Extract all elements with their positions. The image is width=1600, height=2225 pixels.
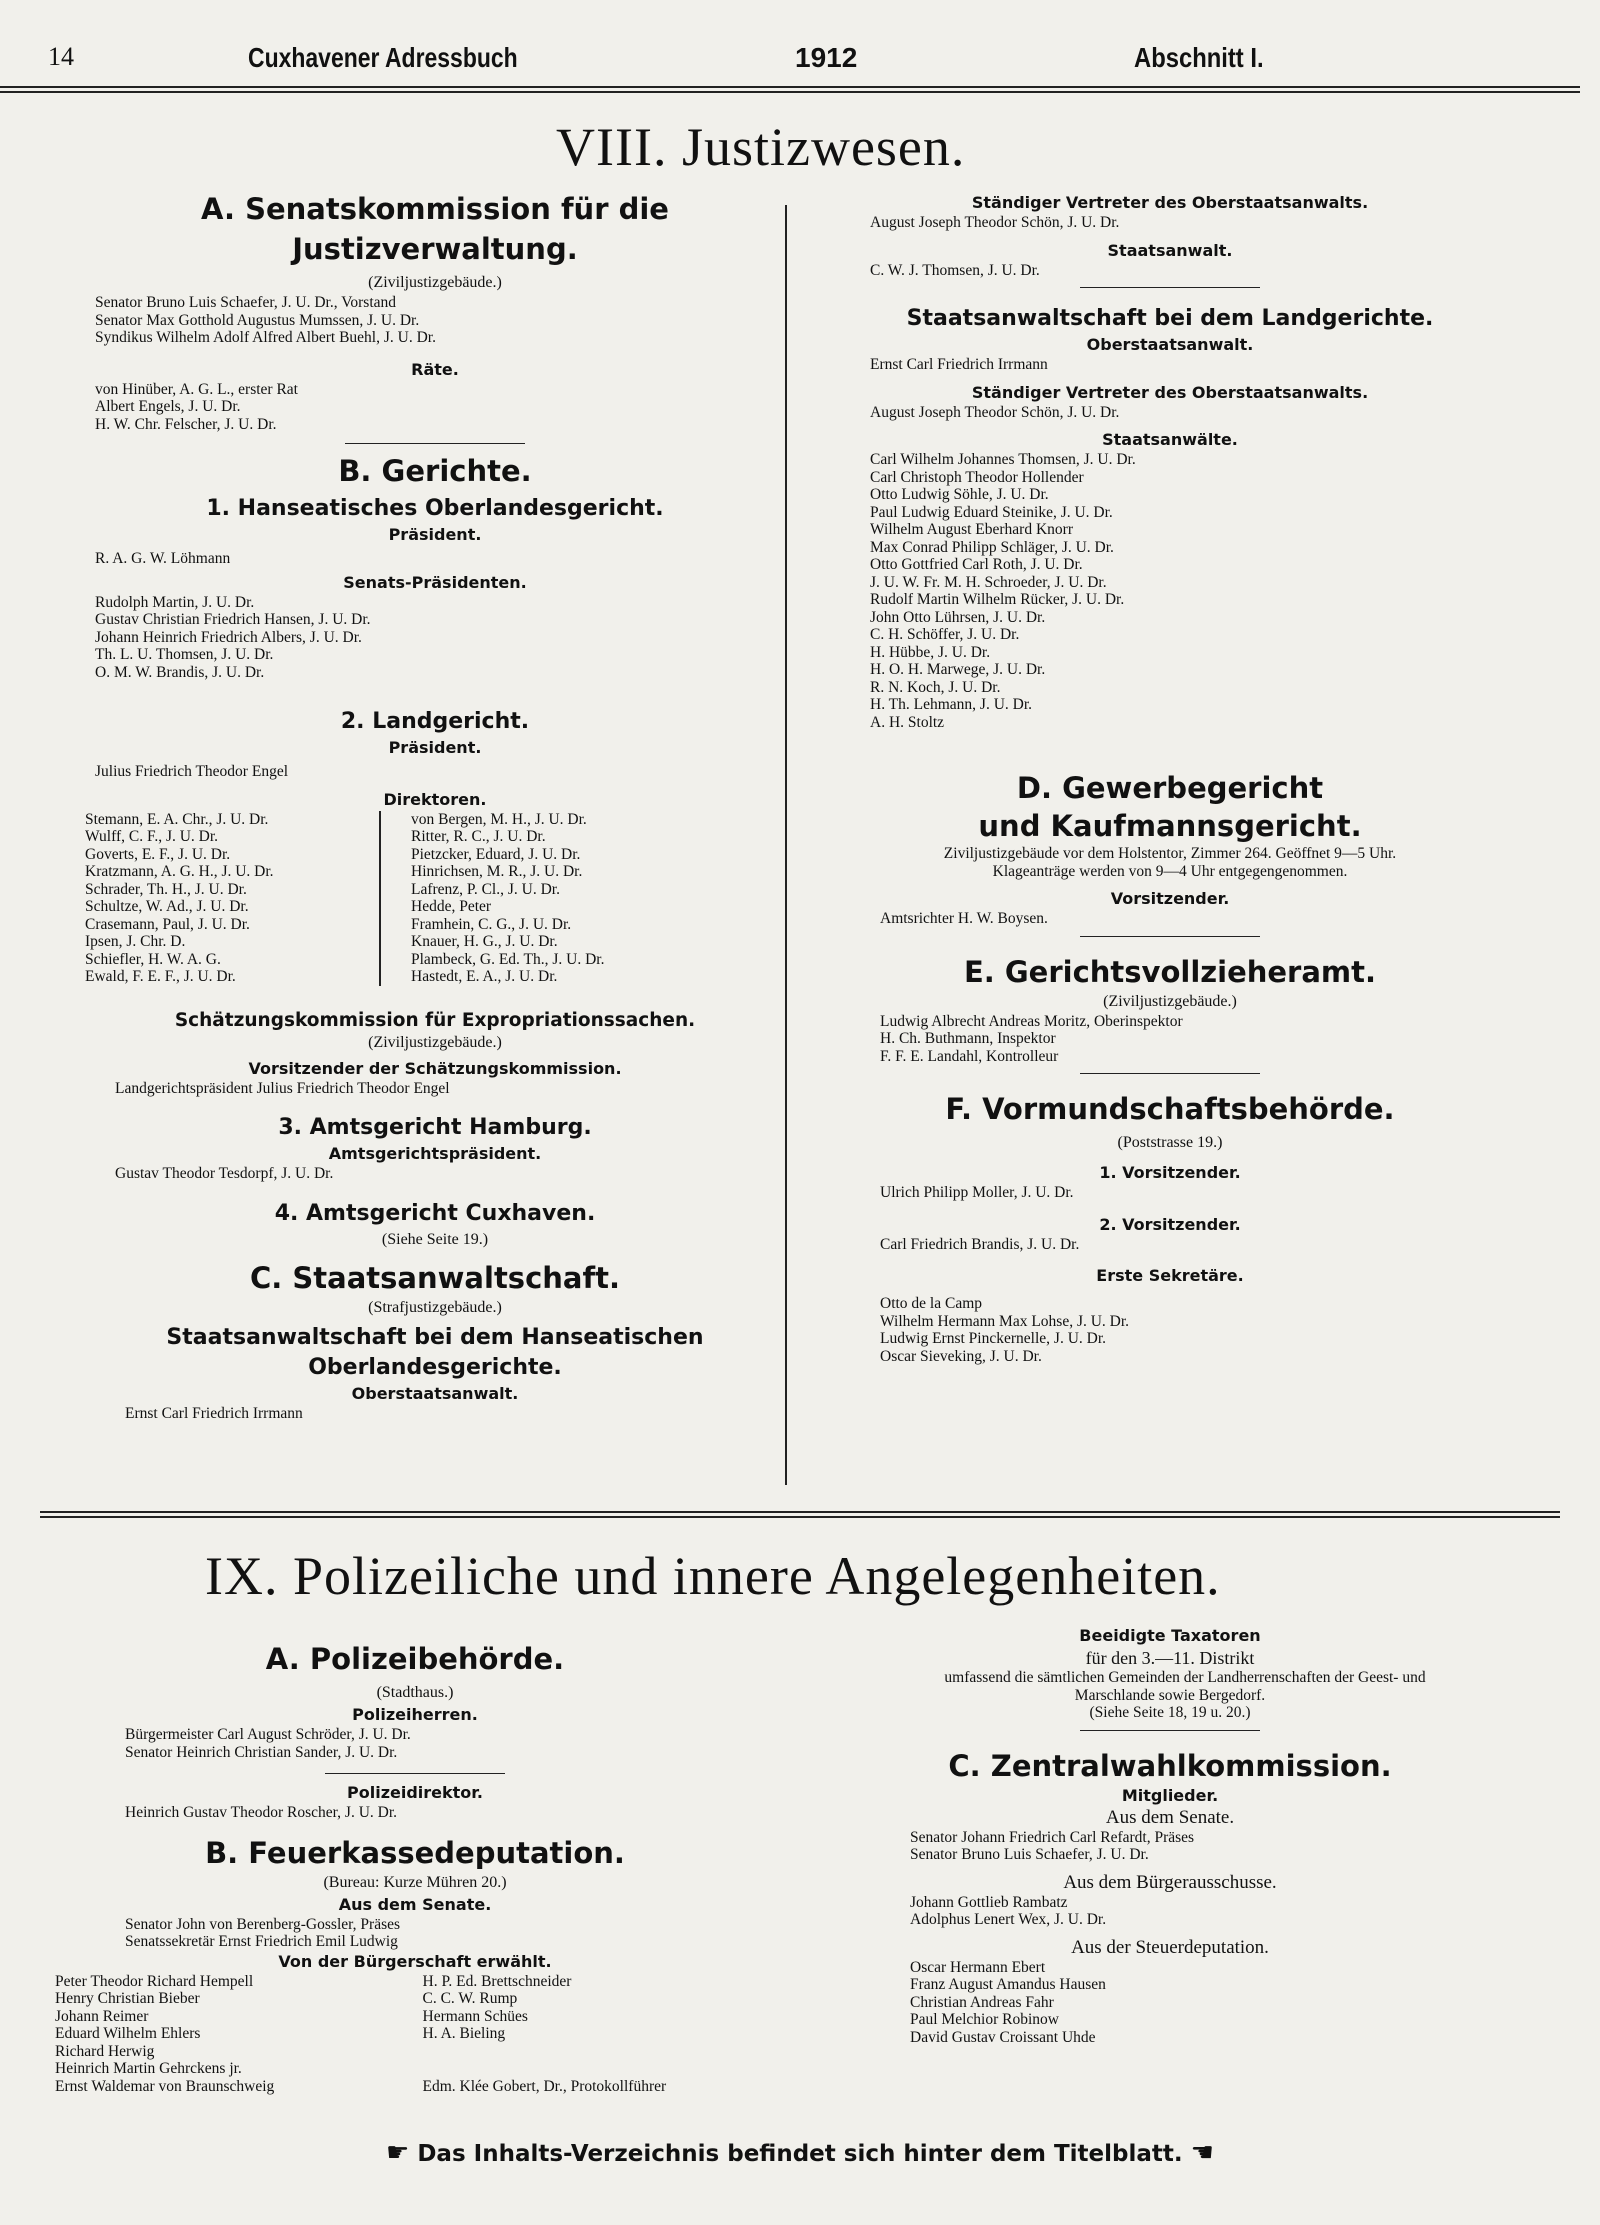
- zentralwahl-buerger-heading: Aus dem Bürgerausschusse.: [1063, 1871, 1277, 1893]
- zentralwahl-senat-heading: Aus dem Senate.: [1105, 1806, 1235, 1828]
- feuerkasse-note: (Bureau: Kurze Mühren 20.): [323, 1873, 507, 1891]
- chapter-title-ix: IX. Polizeiliche und innere Angelegenheiten.: [205, 1546, 1221, 1606]
- vertreter-heading: Ständiger Vertreter des Oberstaatsanwalts.: [971, 193, 1369, 212]
- list-item: David Gustav Croissant Uhde: [910, 2028, 1096, 2046]
- taxatoren-ref: (Siehe Seite 18, 19 u. 20.): [1089, 1704, 1251, 1721]
- list-item: Schrader, Th. H., J. U. Dr.: [85, 880, 247, 898]
- list-item: [423, 2060, 776, 2078]
- list-item: Hedde, Peter: [411, 898, 492, 915]
- chapter-title-viii: VIII. Justizwesen.: [556, 117, 966, 177]
- list-item: Senator Heinrich Christian Sander, J. U. Dr.: [125, 1743, 398, 1761]
- list-item: Christian Andreas Fahr: [910, 1993, 1054, 2011]
- mitglieder-heading: Mitglieder.: [1121, 1785, 1219, 1805]
- list-item: Rudolph Martin, J. U. Dr.: [95, 593, 255, 611]
- list-item: von Hinüber, A. G. L., erster Rat: [95, 380, 298, 398]
- list-item: Edm. Klée Gobert, Dr., Protokollführer: [422, 2077, 667, 2095]
- schaetzungskommission-note: (Ziviljustizgebäude.): [368, 1033, 502, 1051]
- ix-right-column: [820, 1625, 1520, 2046]
- taxatoren-note-2: Marschlande sowie Bergedorf.: [1074, 1686, 1266, 1704]
- list-item: Otto Ludwig Söhle, J. U. Dr.: [870, 486, 1049, 503]
- schaetzungskommission-vors-heading: Vorsitzender der Schätzungskommission.: [248, 1058, 622, 1078]
- list-item: Henry Christian Bieber: [55, 1990, 200, 2007]
- list-item: Senator Bruno Luis Schaefer, J. U. Dr., Vorstand: [95, 294, 397, 311]
- list-item: Gustav Theodor Tesdorpf, J. U. Dr.: [115, 1165, 334, 1182]
- staatsanwaelte-heading: Staatsanwälte.: [1102, 430, 1238, 449]
- amtsgericht-cuxhaven-heading: 4. Amtsgericht Cuxhaven.: [274, 1200, 596, 1226]
- list-item: Carl Friedrich Brandis, J. U. Dr.: [880, 1235, 1080, 1253]
- olg-heading: 1. Hanseatisches Oberlandesgericht.: [206, 496, 664, 521]
- staatsanwaelte-list: [870, 451, 1510, 731]
- list-item: Eduard Wilhelm Ehlers: [55, 2025, 201, 2042]
- list-item: Syndikus Wilhelm Adolf Alfred Albert Buehl, J. U. Dr.: [95, 329, 436, 346]
- olg-praesident-heading: Präsident.: [388, 525, 482, 544]
- pointing-hand-right-icon: ☛: [386, 2138, 410, 2168]
- list-item: Ewald, F. E. F., J. U. Dr.: [85, 968, 236, 985]
- vorsitzender-1-heading: 1. Vorsitzender.: [1099, 1163, 1241, 1182]
- list-item: Hinrichsen, M. R., J. U. Dr.: [411, 863, 583, 880]
- polizeiherren-list: [125, 1726, 775, 1761]
- list-item: Oscar Hermann Ebert: [910, 1958, 1046, 1976]
- list-item: Wilhelm Hermann Max Lohse, J. U. Dr.: [880, 1312, 1130, 1330]
- list-item: Pietzcker, Eduard, J. U. Dr.: [411, 845, 581, 863]
- lg-oberstaatsanwalt-heading: Oberstaatsanwalt.: [1086, 335, 1254, 354]
- year: 1912: [795, 42, 858, 73]
- list-item: von Bergen, M. H., J. U. Dr.: [411, 810, 587, 828]
- chapter-rule-2: [40, 1516, 1560, 1518]
- zentralwahl-steuer-list: [910, 1959, 1520, 2047]
- list-item: Hastedt, E. A., J. U. Dr.: [411, 968, 558, 985]
- oberstaatsanwalt-heading: Oberstaatsanwalt.: [351, 1383, 519, 1403]
- list-item: Wilhelm August Eberhard Knorr: [870, 521, 1073, 538]
- list-item: Ipsen, J. Chr. D.: [85, 933, 186, 950]
- list-item: Ludwig Albrecht Andreas Moritz, Oberinspektor: [880, 1012, 1183, 1030]
- list-item: Johann Reimer: [55, 2007, 149, 2025]
- list-item: Knauer, H. G., J. U. Dr.: [411, 933, 558, 950]
- running-header: [40, 38, 1550, 78]
- direktoren-heading: Direktoren.: [383, 789, 487, 809]
- list-item: Heinrich Martin Gehrckens jr.: [55, 2060, 242, 2077]
- list-item: Ernst Waldemar von Braunschweig: [55, 2077, 275, 2095]
- list-item: Otto de la Camp: [880, 1295, 983, 1312]
- list-item: Max Conrad Philipp Schläger, J. U. Dr.: [870, 538, 1114, 556]
- section-d-note-1: Ziviljustizgebäude vor dem Holstentor, Zimmer 264. Geöffnet 9—5 Uhr.: [943, 845, 1397, 862]
- list-item: Lafrenz, P. Cl., J. U. Dr.: [411, 880, 560, 898]
- list-item: Paul Melchior Robinow: [910, 2011, 1059, 2028]
- list-item: August Joseph Theodor Schön, J. U. Dr.: [870, 214, 1120, 231]
- list-item: Paul Ludwig Eduard Steinike, J. U. Dr.: [870, 503, 1113, 521]
- divider: [1080, 1730, 1260, 1731]
- list-item: Albert Engels, J. U. Dr.: [95, 398, 241, 415]
- section-d-note-2: Klageanträge werden von 9—4 Uhr entgegengenommen.: [992, 862, 1348, 880]
- list-item: Bürgermeister Carl August Schröder, J. U. Dr.: [125, 1726, 411, 1743]
- list-item: Crasemann, Paul, J. U. Dr.: [85, 915, 250, 933]
- gewerbegericht-vors-heading: Vorsitzender.: [1110, 889, 1230, 908]
- list-item: H. O. H. Marwege, J. U. Dr.: [870, 661, 1046, 678]
- list-item: H. Th. Lehmann, J. U. Dr.: [870, 696, 1033, 713]
- divider: [345, 443, 525, 444]
- sekretaere-list: [880, 1295, 1510, 1365]
- polizeiherren-heading: Polizeiherren.: [352, 1705, 478, 1724]
- list-item: Ritter, R. C., J. U. Dr.: [411, 828, 546, 845]
- divider: [325, 1773, 505, 1774]
- section-a-heading-2: Justizverwaltung.: [292, 232, 578, 266]
- divider: [1080, 1073, 1260, 1074]
- list-item: Peter Theodor Richard Hempell: [55, 1972, 254, 1990]
- feuerkasse-buerger-list: [55, 1973, 775, 2096]
- list-item: August Joseph Theodor Schön, J. U. Dr.: [870, 403, 1120, 421]
- list-item: Ulrich Philipp Moller, J. U. Dr.: [880, 1184, 1074, 1201]
- divider: [1080, 936, 1260, 937]
- list-item: A. H. Stoltz: [870, 713, 945, 731]
- polizeibehoerde-note: (Stadthaus.): [376, 1684, 454, 1701]
- list-item: Schultze, W. Ad., J. U. Dr.: [85, 898, 249, 915]
- footer-notice: [0, 2138, 1600, 2168]
- list-item: R. N. Koch, J. U. Dr.: [870, 678, 1001, 696]
- zentralwahl-senat-list: [910, 1829, 1520, 1864]
- list-item: Johann Heinrich Friedrich Albers, J. U. Dr.: [95, 628, 362, 646]
- section-d-heading-2: und Kaufmannsgericht.: [978, 809, 1362, 843]
- polizeibehoerde-heading: A. Polizeibehörde.: [265, 1642, 565, 1676]
- lg-vertreter-heading: Ständiger Vertreter des Oberstaatsanwalts.: [971, 382, 1369, 402]
- list-item: Ludwig Ernst Pinckernelle, J. U. Dr.: [880, 1330, 1107, 1347]
- list-item: Senatssekretär Ernst Friedrich Emil Ludwig: [125, 1933, 398, 1950]
- list-item: H. Ch. Buthmann, Inspektor: [880, 1030, 1056, 1047]
- list-item: Senator Max Gotthold Augustus Mumssen, J. U. Dr.: [95, 311, 420, 329]
- sa-olg-heading-2: Oberlandesgerichte.: [308, 1354, 562, 1380]
- list-item: Johann Gottlieb Rambatz: [910, 1893, 1068, 1911]
- header-rule: [0, 86, 1580, 88]
- list-item: Wulff, C. F., J. U. Dr.: [85, 828, 219, 845]
- list-item: Oscar Sieveking, J. U. Dr.: [880, 1347, 1042, 1365]
- polizeidirektor-heading: Polizeidirektor.: [347, 1783, 483, 1802]
- taxatoren-note-1: umfassend die sämtlichen Gemeinden der Landherrenschaften der Geest- und: [944, 1669, 1426, 1686]
- list-item: J. U. W. Fr. M. H. Schroeder, J. U. Dr.: [870, 573, 1107, 591]
- list-item: Plambeck, G. Ed. Th., J. U. Dr.: [411, 950, 605, 968]
- list-item: Carl Wilhelm Johannes Thomsen, J. U. Dr.: [870, 451, 1136, 468]
- section-a-heading-1: A. Senatskommission für die: [201, 192, 669, 226]
- section-c-note: (Strafjustizgebäude.): [368, 1298, 502, 1316]
- section-e-note: (Ziviljustizgebäude.): [1103, 992, 1237, 1010]
- list-item: Rudolf Martin Wilhelm Rücker, J. U. Dr.: [870, 591, 1125, 608]
- list-item: Carl Christoph Theodor Hollender: [870, 468, 1084, 486]
- list-item: Julius Friedrich Theodor Engel: [95, 763, 289, 780]
- book-title: Cuxhavener Adressbuch: [248, 42, 518, 73]
- direktoren-list: [85, 810, 775, 986]
- gerichtsvollzieher-list: [880, 1013, 1510, 1066]
- pointing-hand-left-icon: ☚: [1190, 2138, 1214, 2168]
- list-item: H. W. Chr. Felscher, J. U. Dr.: [95, 415, 277, 433]
- list-item: [423, 2043, 776, 2061]
- list-item: Schiefler, H. W. A. G.: [85, 950, 221, 968]
- raete-heading: Räte.: [411, 359, 459, 379]
- list-item: H. A. Bieling: [422, 2025, 506, 2042]
- list-item: Adolphus Lenert Wex, J. U. Dr.: [910, 1911, 1107, 1928]
- zentralwahl-buerger-list: [910, 1894, 1520, 1929]
- section-d-heading-1: D. Gewerbegericht: [1016, 771, 1324, 805]
- list-item: F. F. E. Landahl, Kontrolleur: [880, 1047, 1059, 1065]
- senatspraesidenten-heading: Senats-Präsidenten.: [343, 572, 527, 592]
- section-f-heading: F. Vormundschaftsbehörde.: [945, 1092, 1395, 1126]
- amtsgerichtspraesident-heading: Amtsgerichtspräsident.: [328, 1144, 542, 1163]
- section-c-heading: C. Staatsanwaltschaft.: [250, 1260, 620, 1295]
- list-item: C. H. Schöffer, J. U. Dr.: [870, 626, 1020, 643]
- zentralwahl-heading: C. Zentralwahlkommission.: [948, 1748, 1392, 1783]
- sa-landgericht-heading: Staatsanwaltschaft bei dem Landgerichte.: [906, 306, 1434, 331]
- list-item: Franz August Amandus Hausen: [910, 1976, 1106, 1993]
- section-b-heading: B. Gerichte.: [338, 454, 532, 488]
- list-item: H. Hübbe, J. U. Dr.: [870, 643, 991, 661]
- viii-left-column: [85, 190, 775, 1422]
- feuerkasse-buerger-heading: Von der Bürgerschaft erwählt.: [278, 1951, 552, 1971]
- list-item: Amtsrichter H. W. Boysen.: [880, 910, 1048, 927]
- amtsgericht-hamburg-heading: 3. Amtsgericht Hamburg.: [278, 1115, 592, 1140]
- list-item: R. A. G. W. Löhmann: [95, 550, 231, 567]
- taxatoren-heading: Beeidigte Taxatoren: [1079, 1626, 1261, 1645]
- feuerkasse-senat-list: [125, 1916, 775, 1951]
- zentralwahl-steuer-heading: Aus der Steuerdeputation.: [1071, 1936, 1269, 1958]
- list-item: O. M. W. Brandis, J. U. Dr.: [95, 663, 265, 681]
- list-item: C. C. W. Rump: [422, 1990, 518, 2007]
- list-item: Otto Gottfried Carl Roth, J. U. Dr.: [870, 556, 1083, 573]
- divider: [1080, 287, 1260, 288]
- list-item: Kratzmann, A. G. H., J. U. Dr.: [85, 863, 274, 880]
- viii-right-column: [830, 192, 1510, 1365]
- list-item: Richard Herwig: [55, 2042, 155, 2060]
- feuerkasse-heading: B. Feuerkassedeputation.: [205, 1835, 625, 1870]
- list-item: Ernst Carl Friedrich Irrmann: [870, 356, 1048, 373]
- list-item: C. W. J. Thomsen, J. U. Dr.: [870, 261, 1040, 279]
- amtsgericht-cuxhaven-note: (Siehe Seite 19.): [381, 1230, 489, 1248]
- header-rule-2: [0, 91, 1580, 93]
- sekretaere-heading: Erste Sekretäre.: [1096, 1266, 1244, 1285]
- schaetzungskommission-heading: Schätzungskommission für Expropriationssachen.: [174, 1009, 696, 1031]
- feuerkasse-senat-heading: Aus dem Senate.: [338, 1894, 492, 1914]
- list-item: Stemann, E. A. Chr., J. U. Dr.: [85, 810, 269, 828]
- page-number: 14: [48, 42, 74, 71]
- list-item: H. P. Ed. Brettschneider: [422, 1972, 572, 1990]
- list-item: Hermann Schües: [422, 2007, 528, 2025]
- list-item: John Otto Lührsen, J. U. Dr.: [870, 608, 1046, 626]
- section-f-note: (Poststrasse 19.): [1117, 1134, 1223, 1151]
- list-item: Senator John von Berenberg-Gossler, Präses: [125, 1915, 401, 1933]
- list-item: Framhein, C. G., J. U. Dr.: [411, 915, 572, 933]
- chapter-rule: [40, 1511, 1560, 1513]
- vorsitzender-2-heading: 2. Vorsitzender.: [1099, 1214, 1241, 1234]
- list-item: Goverts, E. F., J. U. Dr.: [85, 845, 231, 863]
- ix-left-column: [55, 1640, 775, 2095]
- section-e-heading: E. Gerichtsvollzieheramt.: [963, 954, 1377, 989]
- list-item: Ernst Carl Friedrich Irrmann: [125, 1404, 303, 1422]
- list-item: Gustav Christian Friedrich Hansen, J. U. Dr.: [95, 611, 371, 628]
- section-label: Abschnitt I.: [1134, 42, 1264, 73]
- sa-olg-heading-1: Staatsanwaltschaft bei dem Hanseatischen: [166, 1324, 704, 1350]
- taxatoren-sub: für den 3.—11. Distrikt: [1085, 1648, 1255, 1668]
- footer-text: Das Inhalts-Verzeichnis befindet sich hinter dem Titelblatt.: [417, 2141, 1183, 2167]
- list-item: Senator Johann Friedrich Carl Refardt, Präses: [910, 1828, 1195, 1846]
- landgericht-heading: 2. Landgericht.: [340, 709, 530, 734]
- column-divider: [785, 205, 787, 1485]
- lg-praesident-heading: Präsident.: [388, 738, 482, 757]
- list-item: Senator Bruno Luis Schaefer, J. U. Dr.: [910, 1846, 1149, 1863]
- staatsanwalt-heading: Staatsanwalt.: [1107, 240, 1233, 260]
- section-a-note: (Ziviljustizgebäude.): [368, 274, 502, 291]
- list-item: Th. L. U. Thomsen, J. U. Dr.: [95, 646, 274, 663]
- list-item: Landgerichtspräsident Julius Friedrich Theodor Engel: [115, 1079, 450, 1097]
- list-item: Heinrich Gustav Theodor Roscher, J. U. Dr.: [125, 1804, 398, 1821]
